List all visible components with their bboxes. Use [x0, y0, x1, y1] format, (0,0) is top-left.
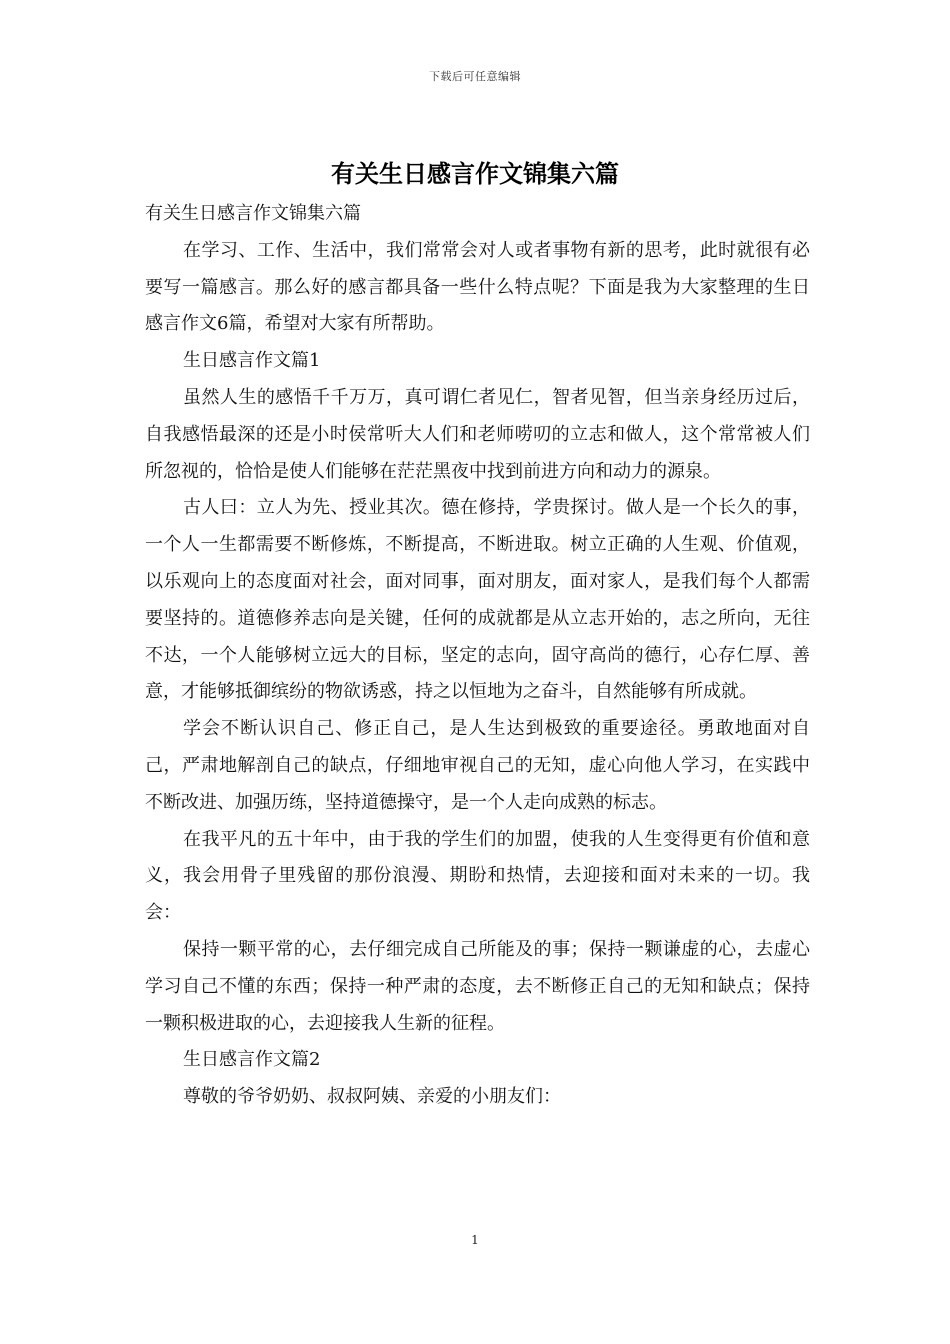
document-title: 有关生日感言作文锦集六篇 — [331, 159, 619, 188]
document-body — [145, 196, 810, 1116]
salutation-paragraph: 尊敬的爷爷奶奶、叔叔阿姨、亲爱的小朋友们： — [183, 1086, 561, 1108]
page-number: 1 — [471, 1233, 479, 1247]
body-paragraph: 古人曰：立人为先、授业其次。德在修持，学贵探讨。做人是一个长久的事，一个人一生都需要不断修炼，不断提高，不断进取。树立正确的人生观、价值观，以乐观向上的态度面对社会，面对同事，面对朋友，面对家人，是我们每个人都需要坚持的。道德修养志向是关键，任何的成就都是从立志开始的，志之所向，无往不达，一个人能够树立远大的目标，坚定的志向，固守高尚的德行，心存仁厚、善意，才能够抵御缤纷的物欲诱惑，持之以恒地为之奋斗，自然能够有所成就。 — [145, 497, 810, 703]
body-paragraph: 在我平凡的五十年中，由于我的学生们的加盟，使我的人生变得更有价值和意义，我会用骨子里残留的那份浪漫、期盼和热情，去迎接和面对未来的一切。我会： — [145, 828, 810, 924]
body-paragraph: 保持一颗平常的心，去仔细完成自己所能及的事；保持一颗谦虚的心，去虚心学习自己不懂的东西；保持一种严肃的态度，去不断修正自己的无知和缺点；保持一颗积极进取的心，去迎接我人生新的征程。 — [145, 938, 810, 1034]
intro-paragraph: 在学习、工作、生活中，我们常常会对人或者事物有新的思考，此时就很有必要写一篇感言。那么好的感言都具备一些什么特点呢？下面是我为大家整理的生日感言作文6篇，希望对大家有所帮助。 — [145, 239, 810, 335]
subtitle-paragraph: 有关生日感言作文锦集六篇 — [145, 203, 361, 224]
page-header: 下载后可任意编辑 — [429, 70, 521, 83]
section-heading-1: 生日感言作文篇1 — [183, 350, 321, 372]
body-paragraph: 虽然人生的感悟千千万万，真可谓仁者见仁，智者见智，但当亲身经历过后，自我感悟最深的还是小时侯常听大人们和老师唠叨的立志和做人，这个常常被人们所忽视的，恰恰是使人们能够在茫茫黑夜中找到前进方向和动力的源泉。 — [145, 386, 810, 482]
section-heading-2: 生日感言作文篇2 — [183, 1049, 321, 1071]
body-paragraph: 学会不断认识自己、修正自己，是人生达到极致的重要途径。勇敢地面对自己，严肃地解剖自己的缺点，仔细地审视自己的无知，虚心向他人学习，在实践中不断改进、加强历练，坚持道德操守，是一个人走向成熟的标志。 — [145, 718, 810, 813]
